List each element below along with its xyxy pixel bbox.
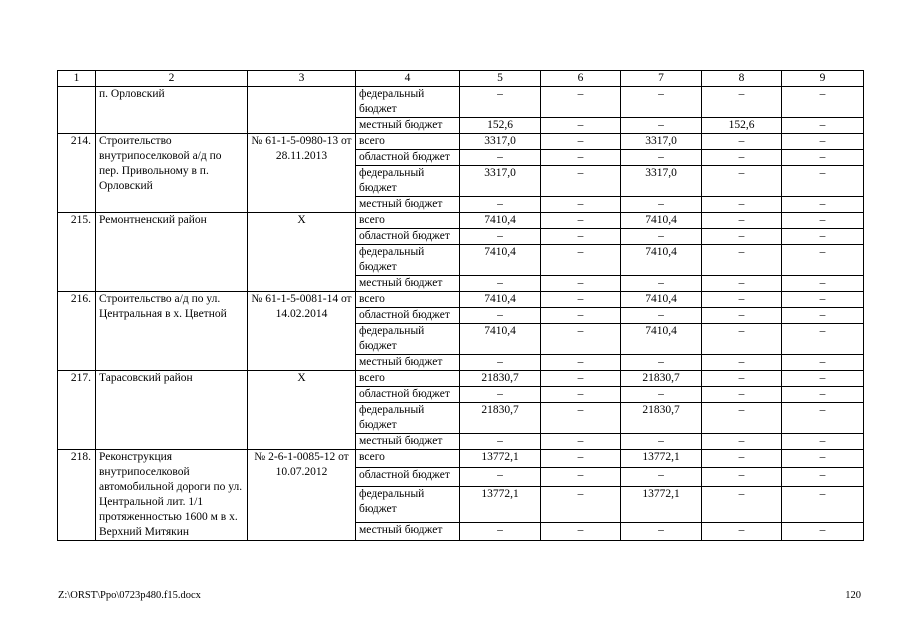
amount-cell: – xyxy=(541,387,621,403)
amount-cell: 3317,0 xyxy=(621,166,702,197)
amount-cell: – xyxy=(460,150,541,166)
amount-cell: – xyxy=(621,468,702,486)
item-number: 217. xyxy=(58,371,96,450)
amount-cell: – xyxy=(782,387,864,403)
amount-cell: – xyxy=(541,486,621,522)
amount-cell: – xyxy=(702,486,782,522)
amount-cell: – xyxy=(702,355,782,371)
amount-cell: – xyxy=(782,292,864,308)
amount-cell: – xyxy=(621,150,702,166)
budget-source: местный бюджет xyxy=(356,197,460,213)
item-number: 214. xyxy=(58,134,96,213)
budget-source: всего xyxy=(356,450,460,468)
budget-source: федеральный бюджет xyxy=(356,245,460,276)
amount-cell: 152,6 xyxy=(460,118,541,134)
amount-cell: – xyxy=(541,292,621,308)
amount-cell: – xyxy=(782,245,864,276)
amount-cell: 152,6 xyxy=(702,118,782,134)
item-number: 215. xyxy=(58,213,96,292)
amount-cell: 7410,4 xyxy=(460,245,541,276)
amount-cell: – xyxy=(541,324,621,355)
column-header: 6 xyxy=(541,71,621,87)
amount-cell: – xyxy=(621,197,702,213)
amount-cell: 3317,0 xyxy=(460,166,541,197)
header-row xyxy=(58,71,864,87)
budget-source: федеральный бюджет xyxy=(356,403,460,434)
item-name: п. Орловский xyxy=(96,87,248,134)
amount-cell: – xyxy=(541,134,621,150)
amount-cell: – xyxy=(541,87,621,118)
amount-cell: – xyxy=(782,276,864,292)
amount-cell: 7410,4 xyxy=(621,292,702,308)
amount-cell: 3317,0 xyxy=(460,134,541,150)
table-row xyxy=(58,292,864,308)
amount-cell: – xyxy=(541,150,621,166)
amount-cell: – xyxy=(460,308,541,324)
amount-cell: – xyxy=(702,468,782,486)
item-number xyxy=(58,87,96,134)
item-name: Строительство а/д по ул. Центральная в х. Цветной xyxy=(96,292,248,371)
amount-cell: – xyxy=(702,150,782,166)
amount-cell: – xyxy=(702,276,782,292)
amount-cell: – xyxy=(782,166,864,197)
amount-cell: – xyxy=(702,522,782,540)
amount-cell: 7410,4 xyxy=(621,245,702,276)
permit-number: № 2-6-1-0085-12 от 10.07.2012 xyxy=(248,450,356,541)
budget-source: областной бюджет xyxy=(356,229,460,245)
amount-cell: 7410,4 xyxy=(460,213,541,229)
amount-cell: – xyxy=(541,468,621,486)
amount-cell: – xyxy=(702,371,782,387)
amount-cell: – xyxy=(782,308,864,324)
amount-cell: – xyxy=(541,308,621,324)
amount-cell: – xyxy=(460,434,541,450)
amount-cell: 21830,7 xyxy=(460,403,541,434)
amount-cell: – xyxy=(460,387,541,403)
budget-source: местный бюджет xyxy=(356,434,460,450)
budget-source: всего xyxy=(356,213,460,229)
budget-source: областной бюджет xyxy=(356,150,460,166)
budget-source: местный бюджет xyxy=(356,276,460,292)
amount-cell: – xyxy=(782,355,864,371)
budget-source: местный бюджет xyxy=(356,118,460,134)
amount-cell: – xyxy=(621,118,702,134)
amount-cell: 21830,7 xyxy=(460,371,541,387)
amount-cell: – xyxy=(782,150,864,166)
budget-source: всего xyxy=(356,371,460,387)
table-row xyxy=(58,87,864,118)
amount-cell: – xyxy=(782,87,864,118)
budget-source: всего xyxy=(356,134,460,150)
table-row xyxy=(58,213,864,229)
amount-cell: 7410,4 xyxy=(460,324,541,355)
amount-cell: – xyxy=(541,434,621,450)
amount-cell: – xyxy=(782,403,864,434)
budget-source: областной бюджет xyxy=(356,468,460,486)
amount-cell: 7410,4 xyxy=(621,324,702,355)
amount-cell: – xyxy=(621,387,702,403)
amount-cell: 7410,4 xyxy=(621,213,702,229)
amount-cell: – xyxy=(460,522,541,540)
permit-number: № 61-1-5-0980-13 от 28.11.2013 xyxy=(248,134,356,213)
permit-number: Х xyxy=(248,371,356,450)
budget-source: местный бюджет xyxy=(356,355,460,371)
table-row xyxy=(58,450,864,468)
budget-source: федеральный бюджет xyxy=(356,324,460,355)
amount-cell: – xyxy=(782,197,864,213)
budget-source: областной бюджет xyxy=(356,387,460,403)
amount-cell: 3317,0 xyxy=(621,134,702,150)
amount-cell: – xyxy=(782,213,864,229)
amount-cell: – xyxy=(702,292,782,308)
amount-cell: – xyxy=(460,229,541,245)
amount-cell: – xyxy=(782,486,864,522)
amount-cell: – xyxy=(702,197,782,213)
amount-cell: 13772,1 xyxy=(460,486,541,522)
amount-cell: – xyxy=(460,468,541,486)
amount-cell: – xyxy=(460,87,541,118)
column-header: 9 xyxy=(782,71,864,87)
amount-cell: – xyxy=(541,245,621,276)
amount-cell: – xyxy=(541,403,621,434)
amount-cell: – xyxy=(702,434,782,450)
column-header: 7 xyxy=(621,71,702,87)
item-number: 218. xyxy=(58,450,96,541)
amount-cell: – xyxy=(541,229,621,245)
column-header: 2 xyxy=(96,71,248,87)
permit-number: № 61-1-5-0081-14 от 14.02.2014 xyxy=(248,292,356,371)
amount-cell: – xyxy=(541,355,621,371)
page-number: 120 xyxy=(845,590,861,601)
amount-cell: – xyxy=(782,371,864,387)
amount-cell: – xyxy=(702,87,782,118)
amount-cell: – xyxy=(702,229,782,245)
amount-cell: – xyxy=(782,134,864,150)
file-path: Z:\ORST\Ppo\0723p480.f15.docx xyxy=(58,590,201,601)
item-name: Тарасовский район xyxy=(96,371,248,450)
amount-cell: – xyxy=(702,387,782,403)
amount-cell: – xyxy=(702,166,782,197)
amount-cell: 13772,1 xyxy=(460,450,541,468)
budget-source: областной бюджет xyxy=(356,308,460,324)
item-name: Реконструкция внутрипоселковой автомобильной дороги по ул. Центральной лит. 1/1 протяженностью 1600 м в х. Верхний Митякин xyxy=(96,450,248,541)
amount-cell: – xyxy=(702,245,782,276)
amount-cell: – xyxy=(702,403,782,434)
table-row xyxy=(58,134,864,150)
item-name: Строительство внутрипоселковой а/д по пер. Привольному в п. Орловский xyxy=(96,134,248,213)
budget-source: всего xyxy=(356,292,460,308)
amount-cell: – xyxy=(782,229,864,245)
amount-cell: – xyxy=(541,118,621,134)
budget-source: федеральный бюджет xyxy=(356,486,460,522)
budget-source: федеральный бюджет xyxy=(356,166,460,197)
amount-cell: 21830,7 xyxy=(621,371,702,387)
amount-cell: – xyxy=(621,355,702,371)
permit-number xyxy=(248,87,356,134)
amount-cell: – xyxy=(782,434,864,450)
amount-cell: – xyxy=(541,371,621,387)
amount-cell: 13772,1 xyxy=(621,450,702,468)
amount-cell: – xyxy=(702,450,782,468)
column-header: 4 xyxy=(356,71,460,87)
amount-cell: – xyxy=(621,522,702,540)
amount-cell: – xyxy=(621,434,702,450)
amount-cell: 21830,7 xyxy=(621,403,702,434)
column-header: 3 xyxy=(248,71,356,87)
amount-cell: – xyxy=(460,355,541,371)
budget-table xyxy=(57,70,864,541)
amount-cell: – xyxy=(460,197,541,213)
column-header: 1 xyxy=(58,71,96,87)
amount-cell: – xyxy=(702,134,782,150)
amount-cell: – xyxy=(541,522,621,540)
amount-cell: – xyxy=(782,118,864,134)
amount-cell: – xyxy=(541,197,621,213)
amount-cell: – xyxy=(621,87,702,118)
amount-cell: – xyxy=(702,213,782,229)
column-header: 8 xyxy=(702,71,782,87)
amount-cell: – xyxy=(621,229,702,245)
item-number: 216. xyxy=(58,292,96,371)
amount-cell: – xyxy=(460,276,541,292)
amount-cell: – xyxy=(782,468,864,486)
amount-cell: 7410,4 xyxy=(460,292,541,308)
amount-cell: 13772,1 xyxy=(621,486,702,522)
amount-cell: – xyxy=(541,166,621,197)
amount-cell: – xyxy=(541,276,621,292)
amount-cell: – xyxy=(782,450,864,468)
permit-number: Х xyxy=(248,213,356,292)
budget-source: федеральный бюджет xyxy=(356,87,460,118)
table-row xyxy=(58,371,864,387)
amount-cell: – xyxy=(702,308,782,324)
amount-cell: – xyxy=(782,324,864,355)
amount-cell: – xyxy=(541,213,621,229)
column-header: 5 xyxy=(460,71,541,87)
amount-cell: – xyxy=(621,276,702,292)
amount-cell: – xyxy=(621,308,702,324)
budget-source: местный бюджет xyxy=(356,522,460,540)
amount-cell: – xyxy=(782,522,864,540)
amount-cell: – xyxy=(702,324,782,355)
amount-cell: – xyxy=(541,450,621,468)
item-name: Ремонтненский район xyxy=(96,213,248,292)
